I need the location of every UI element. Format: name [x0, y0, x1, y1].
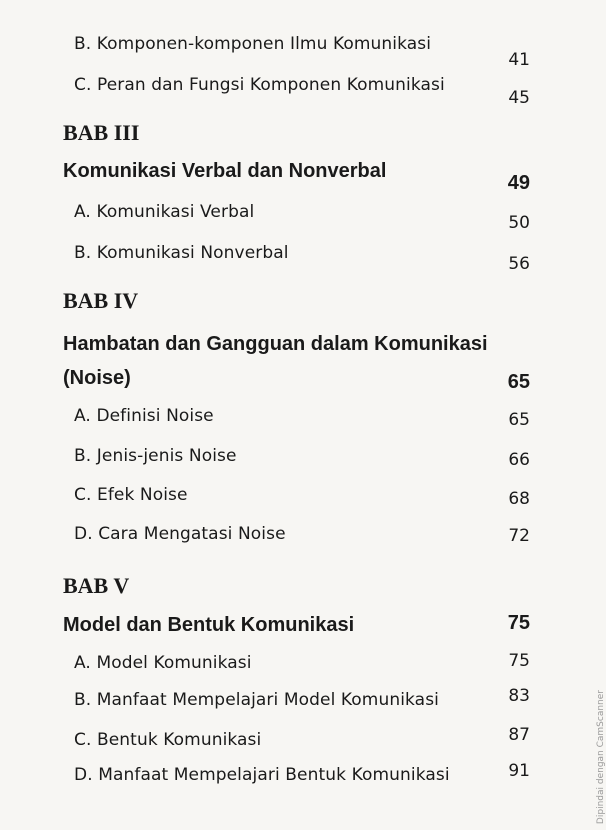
toc-entry-label: D. Cara Mengatasi Noise	[74, 524, 286, 544]
toc-entry-label: B. Jenis-jenis Noise	[74, 446, 237, 466]
toc-entry	[0, 406, 600, 438]
toc-entry	[0, 34, 600, 70]
toc-entry-page: 66	[508, 450, 530, 470]
toc-entry	[0, 485, 600, 517]
toc-entry	[0, 524, 600, 556]
toc-entry	[0, 725, 600, 762]
toc-entry-page: 65	[508, 410, 530, 430]
toc-entry-page: 56	[508, 254, 530, 274]
toc-entry-label: A. Definisi Noise	[74, 406, 214, 426]
toc-entry-page: 91	[508, 761, 530, 781]
chapter-label: BAB V	[63, 573, 130, 598]
chapter-title: Komunikasi Verbal dan Nonverbal	[63, 160, 387, 182]
toc-entry	[0, 653, 600, 685]
toc-entry-label: C. Peran dan Fungsi Komponen Komunikasi	[74, 75, 445, 95]
toc-entry	[0, 446, 600, 478]
chapter-page: 49	[507, 172, 530, 194]
toc-entry-label: C. Efek Noise	[74, 485, 188, 505]
toc-entry	[0, 202, 600, 234]
toc-entry-label: B. Manfaat Mempelajari Model Komunikasi	[74, 690, 439, 710]
chapter-label: BAB IV	[63, 288, 139, 313]
toc-entry-label: A. Model Komunikasi	[74, 653, 252, 673]
toc-entry-label: C. Bentuk Komunikasi	[74, 730, 262, 750]
toc-entry-page: 87	[508, 725, 530, 745]
toc-entry-label: B. Komunikasi Nonverbal	[74, 243, 289, 263]
toc-entry-page: 68	[508, 489, 530, 509]
toc-entry	[0, 243, 600, 275]
toc-entry	[0, 75, 600, 107]
toc-entry	[0, 686, 600, 722]
toc-entry-page: 45	[508, 88, 530, 108]
chapter-title-continued: (Noise)	[63, 367, 131, 389]
toc-entry-label: B. Komponen-komponen Ilmu Komunikasi	[74, 34, 432, 54]
chapter-title: Hambatan dan Gangguan dalam Komunikasi	[63, 333, 488, 355]
chapter-label: BAB III	[63, 120, 140, 145]
toc-entry-page: 41	[508, 50, 530, 70]
toc-entry-label: A. Komunikasi Verbal	[74, 202, 255, 222]
toc-entry-page: 75	[508, 651, 530, 671]
toc-entry-label: D. Manfaat Mempelajari Bentuk Komunikasi	[74, 765, 450, 785]
toc-entry-page: 50	[508, 213, 530, 233]
toc-entry-page: 83	[508, 686, 530, 706]
chapter-title: Model dan Bentuk Komunikasi	[63, 614, 355, 636]
chapter-page: 75	[507, 612, 530, 634]
toc-entry-page: 72	[508, 526, 530, 546]
toc-entry	[0, 761, 600, 797]
scanner-watermark-text: Dipindai dengan CamScanner	[596, 690, 606, 825]
chapter-page: 65	[507, 371, 530, 393]
